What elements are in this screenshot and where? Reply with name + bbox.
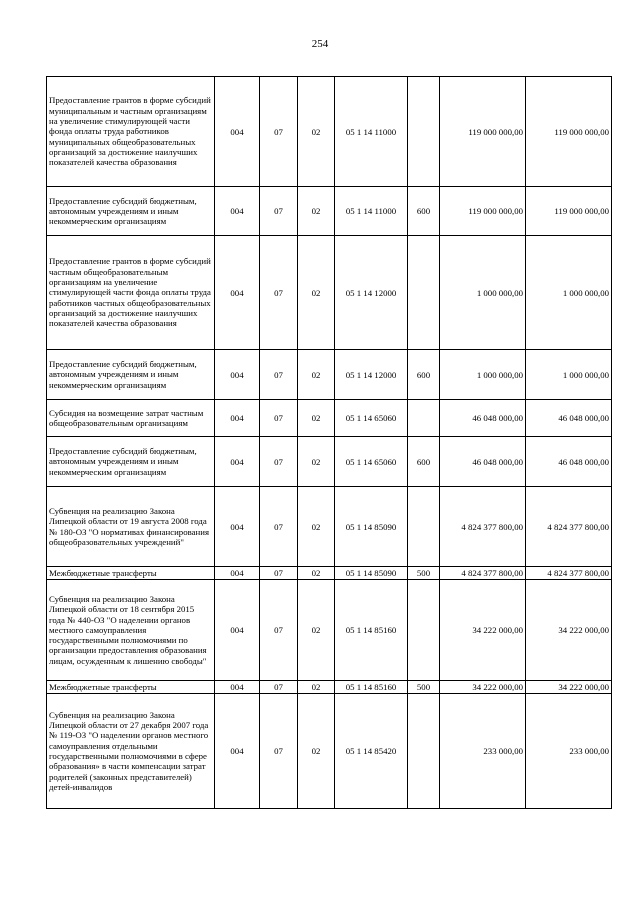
table-row — [47, 580, 612, 681]
section-code: 07 — [260, 694, 298, 809]
subsection-code: 02 — [298, 437, 335, 487]
table-row — [47, 681, 612, 694]
admin-code: 004 — [215, 187, 260, 236]
row-name: Предоставление грантов в форме субсидий частным общеобразовательным организациям на увеличение стимулирующей части фонда оплаты труда работников частных общеобразовательных организаций за достижение наилучших показателей качества образования — [47, 236, 215, 350]
target-article-code: 05 1 14 85090 — [335, 487, 408, 567]
target-article-code: 05 1 14 85420 — [335, 694, 408, 809]
amount-1: 46 048 000,00 — [440, 400, 526, 437]
target-article-code: 05 1 14 85160 — [335, 681, 408, 694]
admin-code: 004 — [215, 350, 260, 400]
section-code: 07 — [260, 400, 298, 437]
row-name: Предоставление субсидий бюджетным, автономным учреждениям и иным некоммерческим организациям — [47, 437, 215, 487]
section-code: 07 — [260, 236, 298, 350]
expense-type-code — [408, 236, 440, 350]
amount-1: 1 000 000,00 — [440, 350, 526, 400]
table-row — [47, 77, 612, 187]
amount-2: 34 222 000,00 — [526, 681, 612, 694]
section-code: 07 — [260, 580, 298, 681]
row-name: Межбюджетные трансферты — [47, 681, 215, 694]
amount-1: 46 048 000,00 — [440, 437, 526, 487]
row-name: Субвенция на реализацию Закона Липецкой области от 19 августа 2008 года № 180-ОЗ "О нормативах финансирования общеобразовательных учреждений" — [47, 487, 215, 567]
expense-type-code — [408, 77, 440, 187]
target-article-code: 05 1 14 12000 — [335, 236, 408, 350]
target-article-code: 05 1 14 12000 — [335, 350, 408, 400]
row-name: Межбюджетные трансферты — [47, 567, 215, 580]
table-row — [47, 487, 612, 567]
section-code: 07 — [260, 187, 298, 236]
admin-code: 004 — [215, 580, 260, 681]
table-row — [47, 437, 612, 487]
amount-1: 34 222 000,00 — [440, 580, 526, 681]
section-code: 07 — [260, 77, 298, 187]
subsection-code: 02 — [298, 400, 335, 437]
section-code: 07 — [260, 487, 298, 567]
subsection-code: 02 — [298, 236, 335, 350]
amount-2: 233 000,00 — [526, 694, 612, 809]
amount-1: 1 000 000,00 — [440, 236, 526, 350]
table-row — [47, 694, 612, 809]
amount-2: 1 000 000,00 — [526, 350, 612, 400]
expense-type-code — [408, 694, 440, 809]
amount-1: 4 824 377 800,00 — [440, 487, 526, 567]
expense-type-code: 500 — [408, 567, 440, 580]
admin-code: 004 — [215, 567, 260, 580]
row-name: Субсидия на возмещение затрат частным общеобразовательным организациям — [47, 400, 215, 437]
amount-1: 34 222 000,00 — [440, 681, 526, 694]
section-code: 07 — [260, 567, 298, 580]
target-article-code: 05 1 14 11000 — [335, 187, 408, 236]
section-code: 07 — [260, 350, 298, 400]
subsection-code: 02 — [298, 580, 335, 681]
admin-code: 004 — [215, 437, 260, 487]
target-article-code: 05 1 14 85090 — [335, 567, 408, 580]
expense-type-code — [408, 487, 440, 567]
target-article-code: 05 1 14 11000 — [335, 77, 408, 187]
table-row — [47, 567, 612, 580]
expense-type-code: 600 — [408, 437, 440, 487]
amount-1: 233 000,00 — [440, 694, 526, 809]
amount-2: 119 000 000,00 — [526, 187, 612, 236]
amount-2: 46 048 000,00 — [526, 437, 612, 487]
amount-2: 1 000 000,00 — [526, 236, 612, 350]
subsection-code: 02 — [298, 77, 335, 187]
subsection-code: 02 — [298, 350, 335, 400]
amount-2: 46 048 000,00 — [526, 400, 612, 437]
row-name: Предоставление грантов в форме субсидий муниципальным и частным организациям на увеличение стимулирующей части фонда оплаты труда работников муниципальных общеобразовательных организаций за достижение наилучших показателей качества образования — [47, 77, 215, 187]
amount-1: 119 000 000,00 — [440, 187, 526, 236]
expense-type-code — [408, 580, 440, 681]
budget-table — [46, 76, 612, 809]
amount-2: 119 000 000,00 — [526, 77, 612, 187]
admin-code: 004 — [215, 681, 260, 694]
admin-code: 004 — [215, 694, 260, 809]
row-name: Субвенция на реализацию Закона Липецкой области от 27 декабря 2007 года № 119-ОЗ "О наделении органов местного самоуправления отдельными государственными полномочиями в сфере образования» в части компенсации затрат родителей (законных представителей) детей-инвалидов — [47, 694, 215, 809]
amount-2: 4 824 377 800,00 — [526, 487, 612, 567]
section-code: 07 — [260, 681, 298, 694]
section-code: 07 — [260, 437, 298, 487]
expense-type-code: 600 — [408, 350, 440, 400]
target-article-code: 05 1 14 65060 — [335, 437, 408, 487]
subsection-code: 02 — [298, 567, 335, 580]
table-row — [47, 400, 612, 437]
subsection-code: 02 — [298, 681, 335, 694]
subsection-code: 02 — [298, 694, 335, 809]
target-article-code: 05 1 14 65060 — [335, 400, 408, 437]
row-name: Субвенция на реализацию Закона Липецкой области от 18 сентября 2015 года № 440-ОЗ "О наделении органов местного самоуправления государственными полномочиями по организации предоставления образования лицам, осужденным к лишению свободы" — [47, 580, 215, 681]
subsection-code: 02 — [298, 487, 335, 567]
expense-type-code: 500 — [408, 681, 440, 694]
amount-1: 119 000 000,00 — [440, 77, 526, 187]
table-row — [47, 187, 612, 236]
subsection-code: 02 — [298, 187, 335, 236]
expense-type-code: 600 — [408, 187, 440, 236]
expense-type-code — [408, 400, 440, 437]
admin-code: 004 — [215, 487, 260, 567]
admin-code: 004 — [215, 236, 260, 350]
target-article-code: 05 1 14 85160 — [335, 580, 408, 681]
amount-2: 4 824 377 800,00 — [526, 567, 612, 580]
admin-code: 004 — [215, 77, 260, 187]
amount-2: 34 222 000,00 — [526, 580, 612, 681]
table-row — [47, 350, 612, 400]
table-row — [47, 236, 612, 350]
row-name: Предоставление субсидий бюджетным, автономным учреждениям и иным некоммерческим организациям — [47, 350, 215, 400]
page-number: 254 — [311, 38, 329, 50]
amount-1: 4 824 377 800,00 — [440, 567, 526, 580]
row-name: Предоставление субсидий бюджетным, автономным учреждениям и иным некоммерческим организациям — [47, 187, 215, 236]
admin-code: 004 — [215, 400, 260, 437]
